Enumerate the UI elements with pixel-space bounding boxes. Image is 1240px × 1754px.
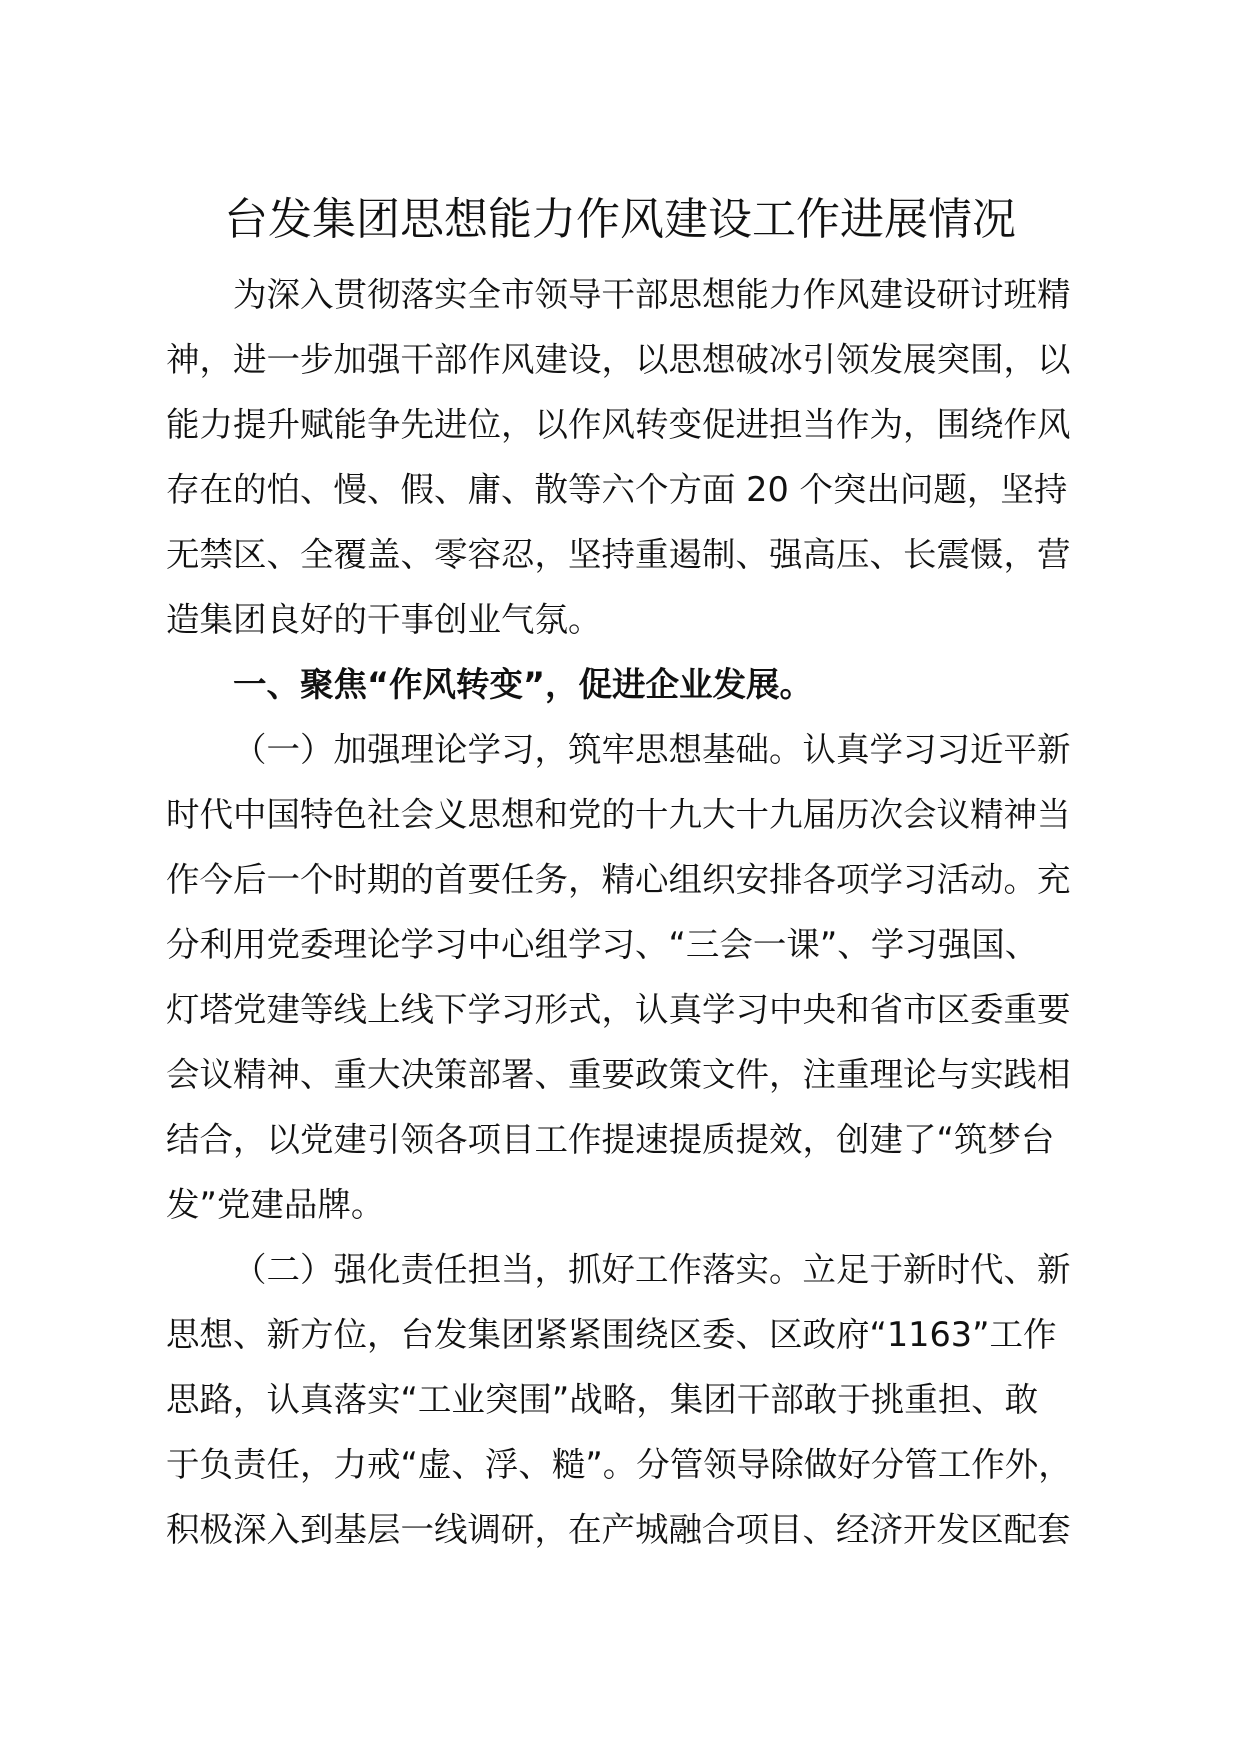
- paragraph-line: 思想、新方位，台发集团紧紧围绕区委、区政府“1163”工作: [166, 1315, 1057, 1354]
- paragraph-line: 会议精神、重大决策部署、重要政策文件，注重理论与实践相: [166, 1055, 1071, 1094]
- document-title: 台发集团思想能力作风建设工作进展情况: [224, 194, 1016, 245]
- paragraph-line: 灯塔党建等线上线下学习形式，认真学习中央和省市区委重要: [166, 990, 1071, 1029]
- paragraph-line: 能力提升赋能争先进位，以作风转变促进担当作为，围绕作风: [166, 405, 1071, 444]
- paragraph-line: 结合，以党建引领各项目工作提速提质提效，创建了“筑梦台: [166, 1120, 1055, 1159]
- paragraph-line: 分利用党委理论学习中心组学习、“三会一课”、学习强国、: [166, 925, 1039, 964]
- paragraph-line: 发”党建品牌。: [166, 1185, 385, 1224]
- paragraph-line: （一）加强理论学习，筑牢思想基础。认真学习习近平新: [233, 730, 1071, 769]
- paragraph-line: 作今后一个时期的首要任务，精心组织安排各项学习活动。充: [166, 860, 1071, 899]
- paragraph-line: 造集团良好的干事创业气氛。: [166, 600, 602, 639]
- document-body: [166, 262, 1086, 1562]
- paragraph-line: 为深入贯彻落实全市领导干部思想能力作风建设研讨班精: [233, 275, 1071, 314]
- paragraph-line: 神，进一步加强干部作风建设，以思想破冰引领发展突围，以: [166, 340, 1071, 379]
- paragraph-line: 时代中国特色社会义思想和党的十九大十九届历次会议精神当: [166, 795, 1071, 834]
- paragraph-line: （二）强化责任担当，抓好工作落实。立足于新时代、新: [233, 1250, 1071, 1289]
- paragraph-line: 于负责任，力戒“虚、浮、糙”。分管领导除做好分管工作外，: [166, 1445, 1072, 1484]
- paragraph-line: 积极深入到基层一线调研，在产城融合项目、经济开发区配套: [166, 1510, 1071, 1549]
- paragraph-line: 思路，认真落实“工业突围”战略，集团干部敢于挑重担、敢: [166, 1380, 1039, 1419]
- section-heading-line: 一、聚焦“作风转变”，促进企业发展。: [233, 665, 814, 704]
- paragraph-line: 无禁区、全覆盖、零容忍，坚持重遏制、强高压、长震慑，营: [166, 535, 1071, 574]
- paragraph-line: 存在的怕、慢、假、庸、散等六个方面 20 个突出问题，坚持: [166, 470, 1068, 509]
